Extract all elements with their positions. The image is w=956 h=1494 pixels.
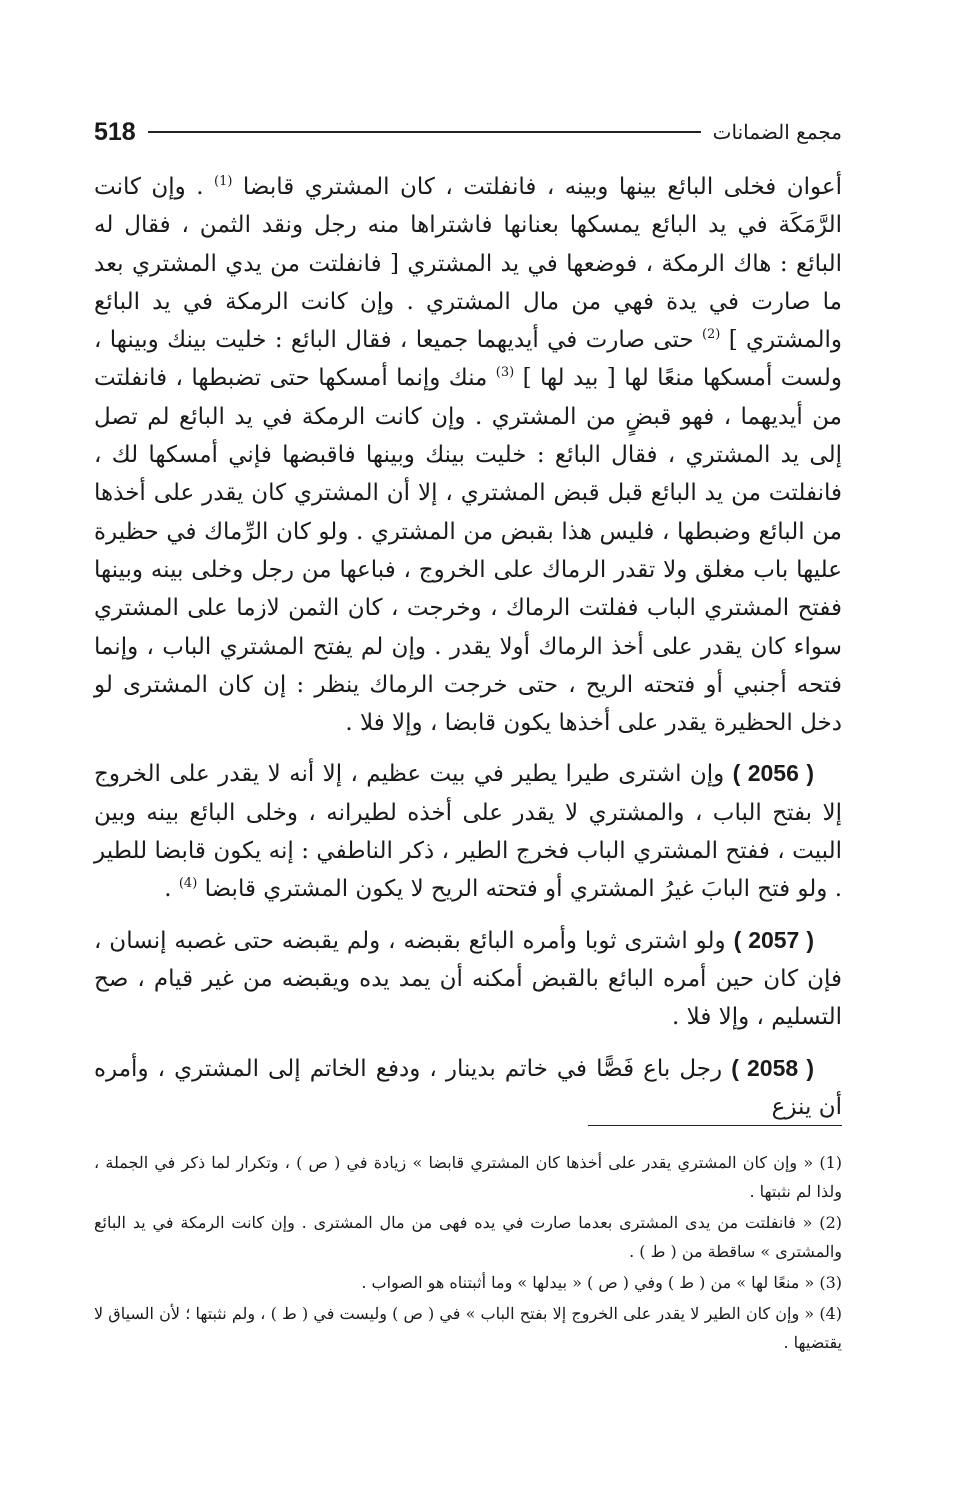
text-run: أعوان فخلى البائع بينها وبينه ، فانفلتت ، كان المشتري قابضا bbox=[232, 174, 843, 200]
footnote-1: (1) « وإن كان المشتري يقدر على أخذها كان المشتري قابضا » زيادة في ( ص ) ، وتكرار لما ذكر في الجملة ، ولذا لم نثبتها . bbox=[94, 1153, 842, 1201]
entry-2056 bbox=[94, 754, 842, 908]
page-number: 518 bbox=[94, 117, 136, 146]
paragraph-continued bbox=[94, 168, 842, 742]
entry-number: ( 2056 ) bbox=[732, 760, 814, 787]
footnote-2: (2) « فانفلتت من يدى المشترى بعدما صارت في يده فهى من مال المشترى . وإن كانت الرمكة في يد البائع والمشترى » ساقطة من ( ط ) . bbox=[94, 1213, 842, 1261]
running-title: مجمع الضمانات bbox=[712, 120, 842, 144]
text-run: رجل باع فَصًّا في خاتم بدينار ، ودفع الخاتم إلى المشتري ، وأمره أن ينزع bbox=[94, 1055, 842, 1120]
footnote-ref-1[interactable]: (1) bbox=[214, 174, 233, 189]
body-text bbox=[94, 168, 842, 1126]
entry-number: ( 2058 ) bbox=[731, 1054, 814, 1081]
text-run: حتى صارت في أيديهما جميعا ، فقال البائع : خليت بينك وبينها ، ولست أمسكها منعًا لها [ بيد لها ] bbox=[94, 327, 842, 392]
entry-number: ( 2057 ) bbox=[733, 926, 814, 953]
footnote-4: (4) « وإن كان الطير لا يقدر على الخروج إلا بفتح الباب » في ( ص ) وليست في ( ط ) ، ولم نثبتها ؛ لأن السياق لا يقتضيها . bbox=[94, 1304, 842, 1352]
footnote-ref-3[interactable]: (3) bbox=[495, 365, 515, 381]
footnote-separator bbox=[588, 1125, 842, 1126]
footnote-ref-2[interactable]: (2) bbox=[701, 327, 721, 343]
footnote-ref-4[interactable]: (4) bbox=[178, 876, 198, 892]
text-run: ولو اشترى ثوبا وأمره البائع بقبضه ، ولم يقبضه حتى غصبه إنسان ، فإن كان حين أمره البائع بالقبض أمكنه أن يمد يده ويقبضه من غير قيام ، صح التسليم ، وإلا فلا . bbox=[94, 927, 842, 1031]
footnote-3: (3) « منعًا لها » من ( ط ) وفي ( ص ) « بيدلها » وما أثبتناه هو الصواب . bbox=[361, 1273, 842, 1292]
entry-2058 bbox=[94, 1049, 842, 1127]
header-rule bbox=[148, 131, 701, 133]
page-header bbox=[94, 112, 842, 152]
entry-2057 bbox=[94, 921, 842, 1037]
footnotes bbox=[94, 1148, 842, 1359]
text-run: . bbox=[164, 876, 179, 903]
text-run: . وإن كانت الرَّمَكَة في يد البائع يمسكها بعنانها فاشتراها منه رجل ونقد الثمن ، فقال له البائع : هاك الرمكة ، فوضعها في يد المشتري [ فانفلتت من يدي المشتري بعد ما صارت في يدة فهي من مال المشتري . وإن كانت الرمكة في يد البائع والمشتري ] bbox=[94, 174, 842, 354]
text-run: وإن اشترى طيرا يطير في بيت عظيم ، إلا أنه لا يقدر على الخروج إلا بفتح الباب ، والمشتري لا يقدر على أخذه لطيرانه ، وخلى البائع بينه وبين البيت ، ففتح المشتري الباب فخرج الطير ، ذكر الناطفي : إنه يكون قابضا للطير . ولو فتح البابَ غيرُ المشتري أو فتحته الريح لا يكون المشتري قابضا bbox=[94, 761, 842, 903]
text-run: منك وإنما أمسكها حتى تضبطها ، فانفلتت من أيديهما ، فهو قبضٍ من المشتري . وإن كانت الرمكة في يد البائع لم تصل إلى يد المشتري ، فقال البائع : خليت بينك وبينها فاقبضها فإني أمسكها لك ، فانفلتت من يد البائع قبل قبض المشتري ، إلا أن المشتري كان يقدر على أخذها من البائع وضبطها ، فليس هذا بقبض من المشتري . ولو كان الرِّماك في حظيرة عليها باب مغلق ولا تقدر الرماك على الخروج ، فباعها من رجل وخلى بينه وبينها ففتح المشتري الباب ففلتت الرماك ، وخرجت ، كان الثمن لازما على المشتري سواء كان يقدر على أخذ الرماك أولا يقدر . وإن لم يفتح المشتري الباب ، وإنما فتحه أجنبي أو فتحته الريح ، حتى خرجت الرماك ينظر : إن كان المشترى لو دخل الحظيرة يقدر على أخذها يكون قابضا ، وإلا فلا . bbox=[94, 365, 842, 737]
